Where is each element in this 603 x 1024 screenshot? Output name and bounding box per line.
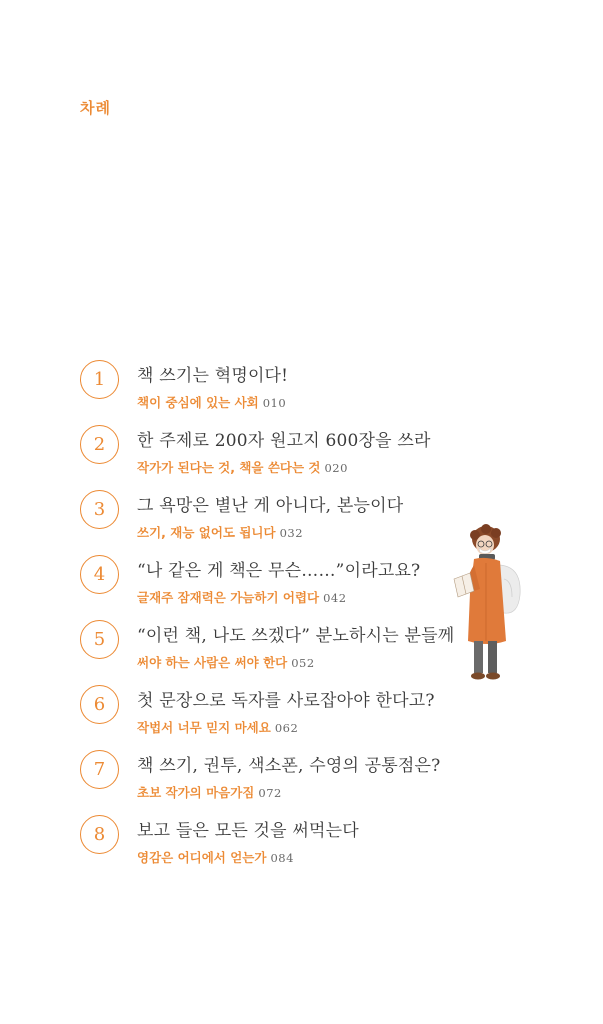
toc-entry-5[interactable] <box>80 616 480 681</box>
chapter-page-number: 072 <box>258 786 282 800</box>
toc-entry-6[interactable] <box>80 681 480 746</box>
chapter-page-number: 084 <box>270 851 294 865</box>
chapter-number-badge: 1 <box>80 360 119 399</box>
toc-entry-4[interactable] <box>80 551 480 616</box>
chapter-subtitle: 작법서 너무 믿지 마세요 <box>137 720 271 735</box>
chapter-subtitle-line <box>137 783 282 801</box>
chapter-subtitle-line <box>137 588 347 606</box>
chapter-subtitle: 초보 작가의 마음가짐 <box>137 785 255 800</box>
chapter-number-badge: 4 <box>80 555 119 594</box>
toc-entry-2[interactable] <box>80 421 480 486</box>
chapter-subtitle: 영감은 어디에서 얻는가 <box>137 850 267 865</box>
chapter-page-number: 010 <box>262 396 287 410</box>
chapter-title: 한 주제로 200자 원고지 600장을 쓰라 <box>137 431 431 451</box>
chapter-page-number: 042 <box>323 591 347 605</box>
chapter-title: 책 쓰기는 혁명이다! <box>137 366 289 386</box>
chapter-subtitle: 쓰기, 재능 없어도 됩니다 <box>137 525 276 540</box>
chapter-subtitle-line <box>137 458 348 476</box>
chapter-title: 책 쓰기, 권투, 색소폰, 수영의 공통점은? <box>137 756 441 776</box>
chapter-subtitle: 작가가 된다는 것, 책을 쓴다는 것 <box>137 460 321 475</box>
chapter-subtitle-line <box>137 393 286 411</box>
chapter-subtitle-line <box>137 718 298 736</box>
chapter-page-number: 062 <box>274 721 299 735</box>
chapter-title: “나 같은 게 책은 무슨……”이라고요? <box>137 561 421 581</box>
toc-entry-1[interactable] <box>80 356 480 421</box>
chapter-page-number: 020 <box>324 461 348 475</box>
chapter-page-number: 032 <box>279 526 304 540</box>
chapter-number-badge: 2 <box>80 425 119 464</box>
table-of-contents <box>80 356 480 876</box>
toc-entry-3[interactable] <box>80 486 480 551</box>
chapter-number-badge: 5 <box>80 620 119 659</box>
chapter-title: 첫 문장으로 독자를 사로잡아야 한다고? <box>137 691 435 711</box>
reading-person-illustration <box>452 523 530 685</box>
toc-entry-7[interactable] <box>80 746 480 811</box>
chapter-number-badge: 8 <box>80 815 119 854</box>
chapter-title: 보고 들은 모든 것을 써먹는다 <box>137 821 359 841</box>
chapter-subtitle-line <box>137 848 294 866</box>
toc-entry-8[interactable] <box>80 811 480 876</box>
chapter-subtitle: 책이 중심에 있는 사회 <box>137 395 259 410</box>
chapter-number-badge: 6 <box>80 685 119 724</box>
chapter-number-badge: 3 <box>80 490 119 529</box>
chapter-title: “이런 책, 나도 쓰겠다” 분노하시는 분들께 <box>137 626 455 646</box>
chapter-page-number: 052 <box>291 656 315 670</box>
chapter-number-badge: 7 <box>80 750 119 789</box>
chapter-subtitle: 써야 하는 사람은 써야 한다 <box>137 655 288 670</box>
chapter-subtitle: 글재주 잠재력은 가늠하기 어렵다 <box>137 590 320 605</box>
chapter-subtitle-line <box>137 523 303 541</box>
page-title: 차례 <box>80 99 111 117</box>
chapter-title: 그 욕망은 별난 게 아니다, 본능이다 <box>137 496 404 516</box>
chapter-subtitle-line <box>137 653 315 671</box>
